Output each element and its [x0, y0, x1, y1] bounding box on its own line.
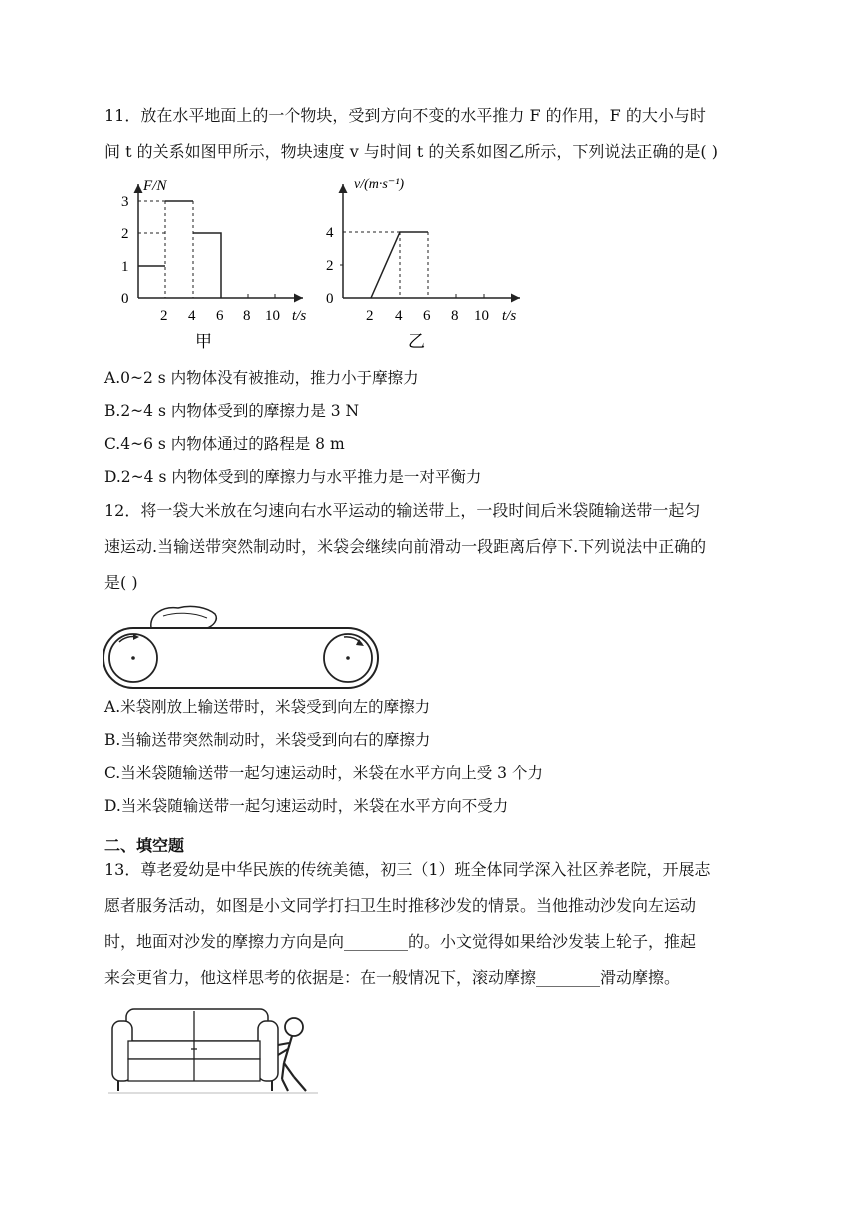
yi-ylabel: v/(m·s⁻¹) — [354, 177, 405, 192]
q11-text-line2: 间 t 的关系如图甲所示，物块速度 v 与时间 t 的关系如图乙所示，下列说法正确的是( ) — [104, 142, 718, 161]
yi-ytick-0: 0 — [326, 291, 334, 307]
q12-option-c[interactable]: C.当米袋随输送带一起匀速运动时，米袋在水平方向上受 3 个力 — [104, 764, 543, 782]
q11-option-d[interactable]: D.2~4 s 内物体受到的摩擦力与水平推力是一对平衡力 — [104, 468, 482, 486]
yi-xtick-2: 2 — [366, 308, 374, 324]
jia-caption: 甲 — [195, 332, 212, 351]
q12-text-line1: 12．将一袋大米放在匀速向右水平运动的输送带上，一段时间后米袋随输送带一起匀 — [104, 501, 701, 520]
yi-ytick-4: 4 — [326, 225, 334, 241]
q11-text-line1: 11．放在水平地面上的一个物块，受到方向不变的水平推力 F 的作用，F 的大小与时 — [104, 106, 706, 125]
jia-xtick-10: 10 — [265, 308, 280, 324]
q13-text-line3: 时，地面对沙发的摩擦力方向是向________的。小文觉得如果给沙发装上轮子，推起 — [104, 932, 697, 951]
jia-ytick-0: 0 — [121, 291, 129, 307]
yi-ytick-2: 2 — [326, 258, 334, 274]
graph-jia — [115, 172, 315, 352]
q12-option-b[interactable]: B.当输送带突然制动时，米袋受到向右的摩擦力 — [104, 731, 431, 749]
jia-ylabel: F/N — [143, 178, 167, 194]
q13-text-line2: 愿者服务活动，如图是小文同学打扫卫生时推移沙发的情景。当他推动沙发向左运动 — [104, 896, 697, 915]
yi-xtick-4: 4 — [395, 308, 403, 324]
jia-xtick-6: 6 — [216, 308, 224, 324]
q13-text-line4: 来会更省力，他这样思考的依据是：在一般情况下，滚动摩擦________滑动摩擦。 — [104, 968, 681, 987]
q12-option-a[interactable]: A.米袋刚放上输送带时，米袋受到向左的摩擦力 — [104, 698, 431, 716]
yi-xtick-8: 8 — [451, 308, 459, 324]
q11-option-a[interactable]: A.0~2 s 内物体没有被推动，推力小于摩擦力 — [104, 369, 419, 387]
q13-text-line1: 13．尊老爱幼是中华民族的传统美德，初三（1）班全体同学深入社区养老院，开展志 — [104, 860, 711, 879]
jia-xlabel: t/s — [292, 308, 307, 324]
section-title: 二、填空题 — [104, 836, 185, 855]
yi-xtick-6: 6 — [423, 308, 431, 324]
yi-xtick-10: 10 — [474, 308, 489, 324]
q12-option-d[interactable]: D.当米袋随输送带一起匀速运动时，米袋在水平方向不受力 — [104, 797, 509, 815]
q11-option-b[interactable]: B.2~4 s 内物体受到的摩擦力是 3 N — [104, 402, 360, 420]
yi-caption: 乙 — [408, 332, 425, 351]
jia-ytick-2: 2 — [121, 226, 129, 242]
sofa-pushing-figure — [108, 1005, 323, 1105]
jia-ytick-1: 1 — [121, 259, 129, 275]
yi-xlabel: t/s — [502, 308, 517, 324]
jia-xtick-8: 8 — [243, 308, 251, 324]
q11-option-c[interactable]: C.4~6 s 内物体通过的路程是 8 m — [104, 435, 345, 453]
graph-yi — [320, 172, 530, 352]
jia-xtick-2: 2 — [160, 308, 168, 324]
conveyor-belt-figure — [103, 600, 383, 690]
jia-ytick-3: 3 — [121, 194, 129, 210]
q12-text-line3: 是( ) — [104, 573, 138, 592]
q12-text-line2: 速运动.当输送带突然制动时，米袋会继续向前滑动一段距离后停下.下列说法中正确的 — [104, 537, 707, 556]
jia-xtick-4: 4 — [188, 308, 196, 324]
